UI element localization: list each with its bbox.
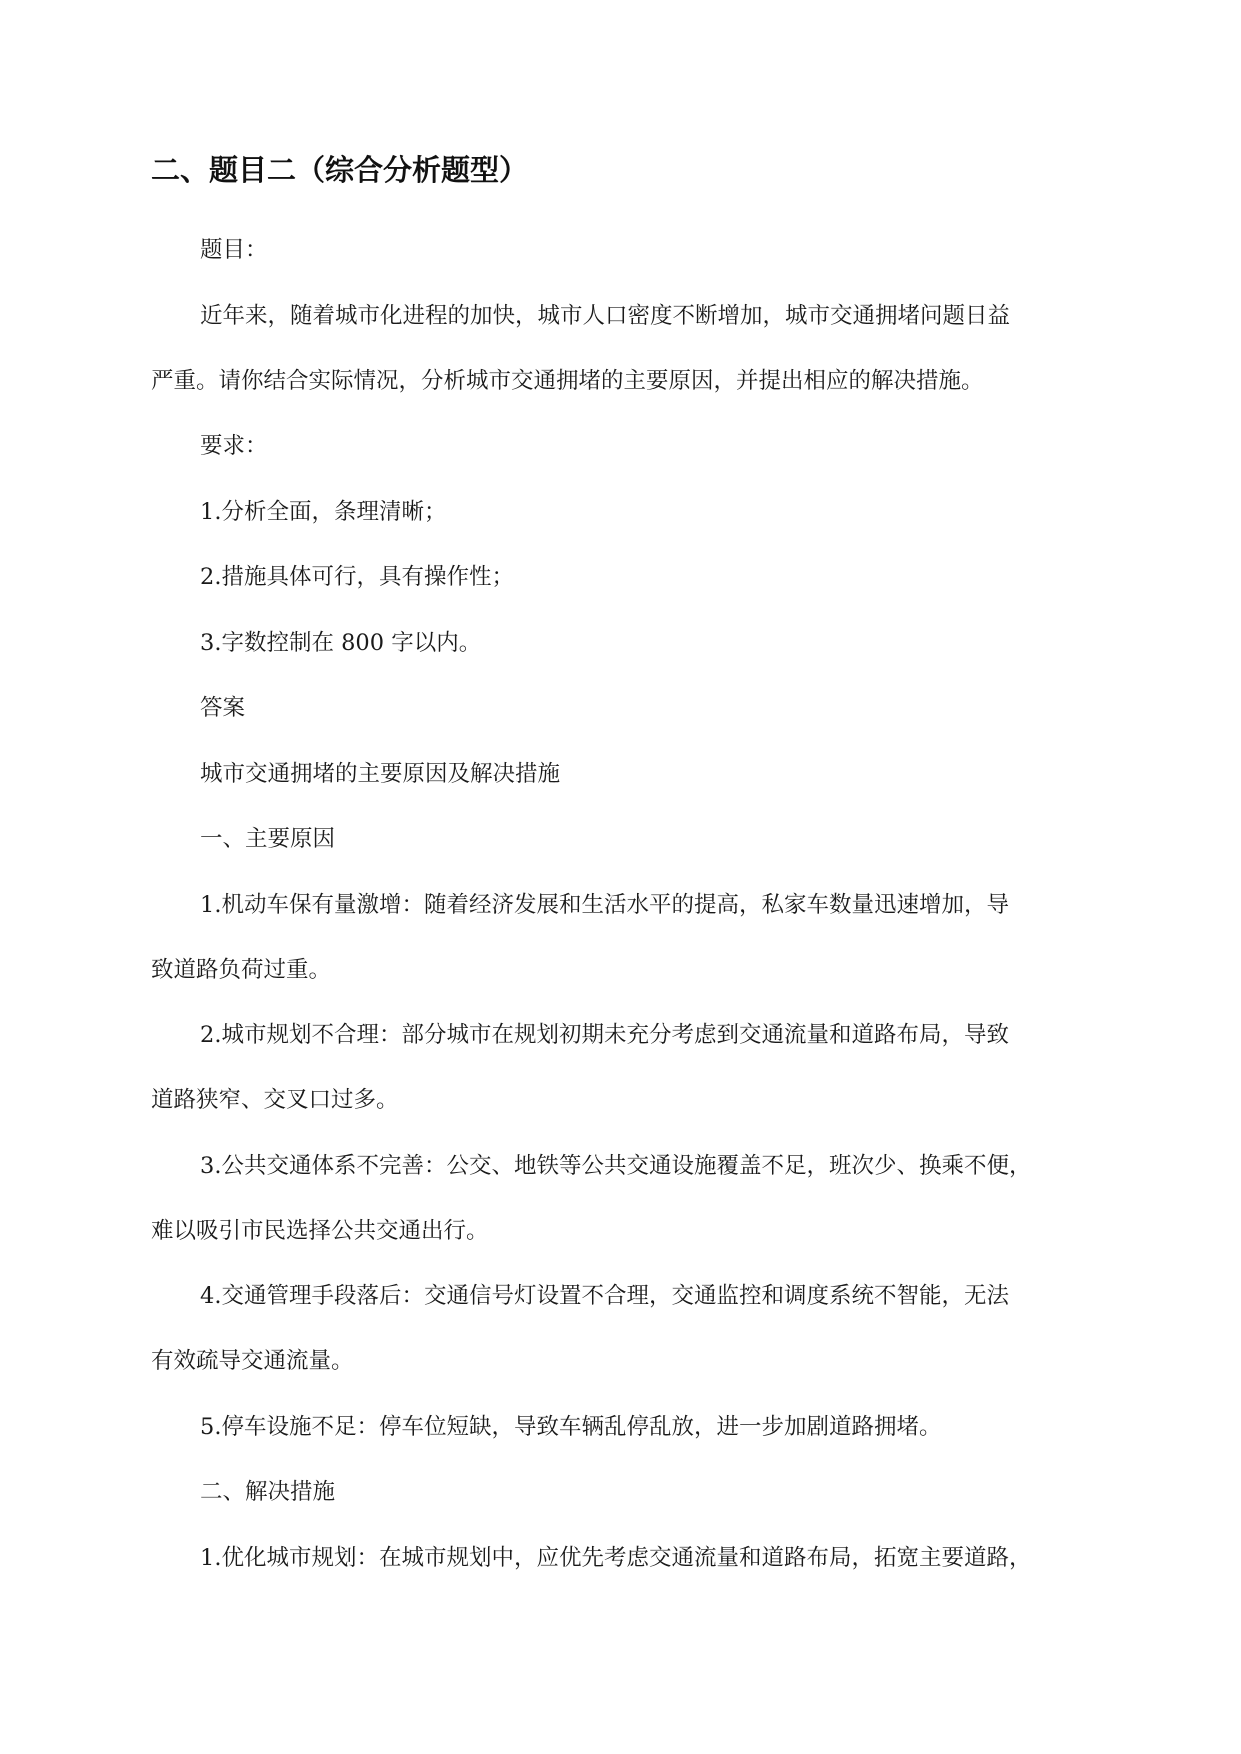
- paragraph: [151, 758, 1091, 791]
- paragraph: [151, 889, 1091, 987]
- paragraph-line: 1.机动车保有量激增：随着经济发展和生活水平的提高，私家车数量迅速增加，导: [200, 891, 1009, 918]
- paragraph-line: 答案: [200, 695, 246, 721]
- paragraph-line: 4.交通管理手段落后：交通信号灯设置不合理，交通监控和调度系统不智能，无法: [200, 1283, 1009, 1309]
- paragraph: [151, 823, 1091, 856]
- paragraph-line: 5.停车设施不足：停车位短缺，导致车辆乱停乱放，进一步加剧道路拥堵。: [200, 1413, 942, 1440]
- paragraph-line: 城市交通拥堵的主要原因及解决措施: [200, 760, 561, 787]
- paragraph-line: 一、主要原因: [200, 826, 336, 852]
- paragraph: [151, 1280, 1091, 1378]
- paragraph: [151, 627, 1091, 660]
- paragraph-line: 3.公共交通体系不完善：公交、地铁等公共交通设施覆盖不足，班次少、换乘不便，: [200, 1152, 1032, 1179]
- paragraph: [151, 692, 1091, 725]
- paragraph: [151, 1476, 1091, 1509]
- paragraph-line: 道路狭窄、交叉口过多。: [151, 1087, 399, 1113]
- paragraph: [151, 1150, 1091, 1248]
- paragraph-line: 严重。请你结合实际情况，分析城市交通拥堵的主要原因，并提出相应的解决措施。: [151, 367, 984, 394]
- paragraph: [151, 234, 1091, 267]
- paragraph-line: 2.城市规划不合理：部分城市在规划初期未充分考虑到交通流量和道路布局，导致: [200, 1022, 1009, 1048]
- paragraph-line: 1.优化城市规划：在城市规划中，应优先考虑交通流量和道路布局，拓宽主要道路，: [200, 1544, 1032, 1571]
- paragraph-line: 近年来，随着城市化进程的加快，城市人口密度不断增加，城市交通拥堵问题日益: [200, 302, 1011, 329]
- paragraph: [151, 1542, 1091, 1575]
- paragraph: [151, 300, 1091, 398]
- paragraph-line: 致道路负荷过重。: [151, 956, 332, 983]
- document-title: 二、题目二（综合分析题型）: [151, 153, 529, 187]
- paragraph: [151, 430, 1091, 463]
- paragraph-line: 1.分析全面，条理清晰；: [200, 498, 447, 525]
- paragraph-line: 难以吸引市民选择公共交通出行。: [151, 1217, 489, 1244]
- paragraph-line: 有效疏导交通流量。: [151, 1348, 354, 1374]
- paragraph-list: [151, 234, 1091, 1575]
- paragraph-line: 二、解决措施: [200, 1479, 336, 1505]
- paragraph: [151, 1411, 1091, 1444]
- paragraph-line: 2.措施具体可行，具有操作性；: [200, 564, 514, 590]
- document-body: [151, 148, 1091, 1607]
- paragraph-line: 要求：: [200, 433, 268, 459]
- paragraph: [151, 561, 1091, 594]
- paragraph-line: 题目：: [200, 237, 268, 263]
- paragraph: [151, 1019, 1091, 1117]
- paragraph-line: 3.字数控制在 800 字以内。: [200, 629, 482, 656]
- paragraph: [151, 496, 1091, 529]
